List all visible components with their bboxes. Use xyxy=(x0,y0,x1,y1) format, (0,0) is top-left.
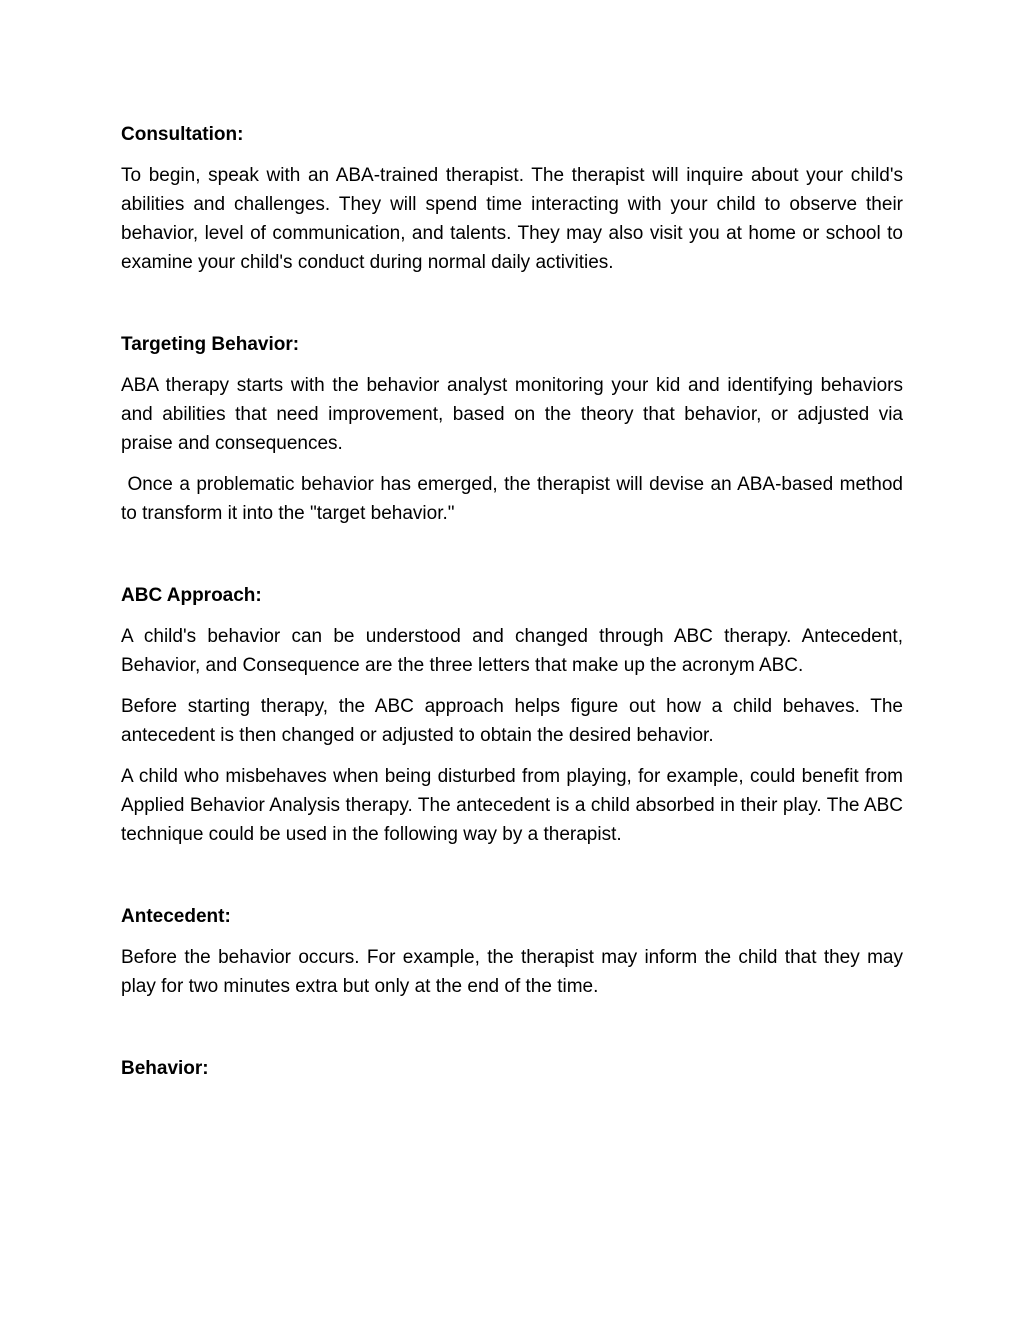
document-body xyxy=(121,120,909,1095)
paragraph: Before the behavior occurs. For example, the therapist may inform the child that they may play for two minutes extra but only at the end of the time. xyxy=(121,947,903,997)
section-spacer xyxy=(121,1013,903,1054)
section-abc-approach xyxy=(121,581,903,849)
paragraph: A child's behavior can be understood and changed through ABC therapy. Antecedent, Behavior, and Consequence are the three letters that make up the acronym ABC. xyxy=(121,626,903,676)
section-heading: Targeting Behavior: xyxy=(121,334,300,355)
section-spacer xyxy=(121,861,903,902)
section-targeting-behavior xyxy=(121,330,909,528)
paragraph: ABA therapy starts with the behavior analyst monitoring your kid and identifying behaviors and abilities that need improvement, based on the theory that behavior, or adjusted via praise and consequences. xyxy=(121,375,903,454)
paragraph: Once a problematic behavior has emerged, the therapist will devise an ABA-based method to transform it into the "target behavior." xyxy=(121,474,909,524)
section-consultation xyxy=(121,120,903,277)
section-antecedent xyxy=(121,902,903,1001)
section-heading: Behavior: xyxy=(121,1058,209,1079)
section-behavior xyxy=(121,1054,903,1083)
section-heading: ABC Approach: xyxy=(121,585,262,606)
section-spacer xyxy=(121,540,903,581)
paragraph: Before starting therapy, the ABC approach helps figure out how a child behaves. The antecedent is then changed or adjusted to obtain the desired behavior. xyxy=(121,696,903,746)
paragraph: A child who misbehaves when being disturbed from playing, for example, could benefit from Applied Behavior Analysis therapy. The antecedent is a child absorbed in their play. The ABC technique could be used in the following way by a therapist. xyxy=(121,766,903,845)
section-heading: Consultation: xyxy=(121,124,244,145)
section-spacer xyxy=(121,289,903,330)
paragraph: To begin, speak with an ABA-trained therapist. The therapist will inquire about your child's abilities and challenges. They will spend time interacting with your child to observe their behavior, level of communication, and talents. They may also visit you at home or school to examine your child's conduct during normal daily activities. xyxy=(121,165,903,273)
section-heading: Antecedent: xyxy=(121,906,231,927)
